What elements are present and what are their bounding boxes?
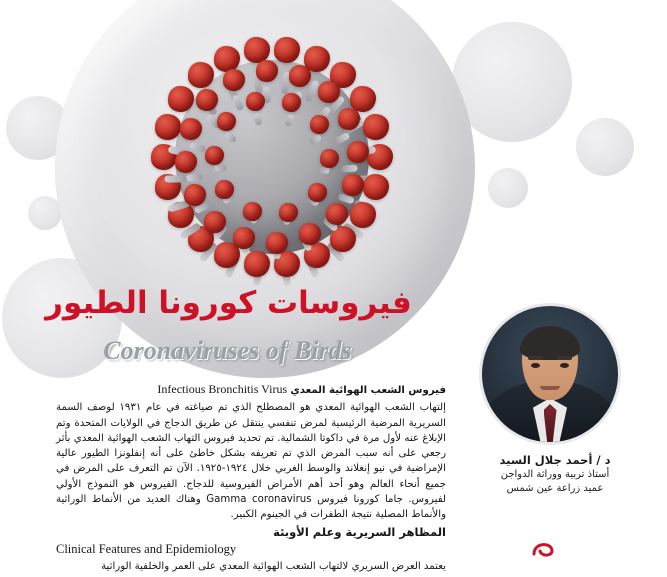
virus-spike-stalk (358, 176, 380, 183)
virus-spike-stalk (291, 90, 303, 107)
virus-spike (215, 180, 234, 199)
virus-spike (347, 141, 369, 163)
virus-spike (274, 37, 300, 63)
virus-spike (363, 114, 389, 140)
virus-spike (188, 226, 214, 252)
portrait-eyebrow-left (528, 356, 543, 360)
virus-spike (184, 184, 206, 206)
virus-spike (338, 108, 360, 130)
virus-spike (244, 251, 270, 277)
virus-spike-stalk (186, 174, 202, 182)
virus-spike-stalk (241, 238, 253, 255)
virus-spike-stalk (300, 234, 313, 251)
virus-spike-stalk (308, 134, 322, 147)
virus-spike-stalk (326, 242, 346, 263)
portrait-eyebrow-right (557, 356, 572, 360)
virus-spike (246, 92, 265, 111)
virus-spike-stalk (284, 113, 295, 127)
virus-spike (244, 37, 270, 63)
virus-spike-stalk (281, 212, 291, 225)
virus-spike-stalk (305, 79, 321, 102)
virus-spike-stalk (322, 217, 339, 233)
virus-spike-stalk (354, 145, 377, 158)
virus-spike (256, 60, 278, 82)
decorative-bubble (488, 168, 528, 208)
virus-spike (243, 202, 262, 221)
portrait-eye-left (531, 363, 540, 368)
avatar (482, 306, 618, 442)
author-name: د / أحمد جلال السيد (499, 453, 611, 467)
coronavirus-icon (147, 32, 397, 282)
virus-spike-stalk (179, 223, 201, 241)
virus-spike-stalk (214, 164, 226, 171)
portrait-mouth (540, 386, 560, 390)
virus-spike-stalk (222, 192, 236, 205)
virus-spike (304, 242, 330, 268)
article-section-heading-english: Clinical Features and Epidemiology (56, 541, 237, 556)
virus-spike (205, 146, 224, 165)
lead-english: Infectious Bronchitis Virus (157, 382, 288, 396)
virus-spike-stalk (249, 211, 260, 225)
virus-spike (367, 144, 393, 170)
virus-spike (233, 227, 255, 249)
virus-spike-stalk (326, 95, 346, 116)
virus-spike-stalk (224, 256, 240, 279)
virus-spike (155, 114, 181, 140)
lead-arabic: فيروس الشعب الهوائية المعدي (290, 385, 446, 396)
virus-spike-stalk (281, 72, 291, 95)
virus-spike (168, 86, 194, 112)
virus-spike-stalk (199, 242, 219, 263)
virus-spike (310, 115, 329, 134)
virus-spike (308, 183, 327, 202)
virus-spike-stalk (263, 87, 271, 103)
virus-spike (330, 226, 356, 252)
virus-spike (151, 144, 177, 170)
author-block (460, 452, 650, 496)
virus-spike-stalk (224, 79, 240, 102)
virus-spike (168, 202, 194, 228)
virus-spike (204, 211, 226, 233)
page-title-english: Coronaviruses of Birds (103, 336, 352, 365)
page-title-arabic: فيروسات كورونا الطيور (45, 285, 412, 321)
virus-spike-stalk (253, 72, 263, 95)
virus-spike-stalk (252, 112, 262, 125)
virus-spike (304, 46, 330, 72)
virus-spike (289, 65, 311, 87)
author-role-line-2: عميد زراعة عين شمس (506, 483, 604, 494)
virus-core (175, 60, 369, 254)
portrait-eye-right (560, 363, 569, 368)
virus-spike-stalk (342, 118, 364, 136)
virus-spike (350, 86, 376, 112)
virus-spike (350, 202, 376, 228)
virus-spike (279, 203, 298, 222)
article-lead (56, 382, 446, 398)
virus-spike-stalk (342, 164, 358, 172)
virus-spike (299, 223, 321, 245)
virus-spike (214, 46, 240, 72)
article-body (56, 382, 446, 577)
red-swirl-mark-icon (530, 534, 556, 558)
virus-spike-stalk (205, 113, 222, 129)
virus-spike-stalk (179, 118, 201, 136)
virus-spike (330, 62, 356, 88)
virus-spike (223, 69, 245, 91)
virus-spike (196, 89, 218, 111)
author-role-line-1: أستاذ تربية ووراثة الدواجن (500, 469, 610, 480)
virus-spike-stalk (354, 200, 377, 213)
virus-spike-stalk (212, 223, 228, 240)
article-paragraph-1: إلتهاب الشعب الهوائية المعدي هو المصطلح الذي تم صياغته في عام ١٩٣١ لوصف السمة السريرية المرضية الرئيسية لمرض تنفسي ينتقل عن طريق الدجاج في الولايات المتحدة وتم الإبلاغ عنه لأول مرة في داكوتا الشمالية. تم تحديد فيروس التهاب الشعب الهوائية المعدي بأثر رجعي على أنه سبب المرض الذي تم تعريفه بشكل خاطئ على أنه إنفلونزا الطيور عالية الإمراضية في نيو إنغلاند والوسط الغربي خلال ١٩٢٤-١٩٢٥. الآن تم التعرف على المرض في جميع أنحاء العالم وهو أحد أهم الأمراض الفيروسية للدجاج. الفيروس هو النموذج الأولي لفيروس. جاما كورونا فيروس Gamma coronavirus وهناك العديد من الأنماط الوراثية والأنماط المصلية نتيجة الطفرات في الجينوم الكبير. (56, 402, 446, 521)
virus-spike (175, 151, 197, 173)
article-paragraph-2: يعتمد العرض السريري لالتهاب الشعب الهوائية المعدي على العمر والخلفية الوراثية (101, 561, 446, 573)
virus-spike-stalk (305, 256, 321, 279)
virus-spike-stalk (337, 192, 354, 204)
virus-spike (274, 251, 300, 277)
virus-spike-stalk (167, 145, 190, 158)
virus-spike (326, 203, 348, 225)
virus-spike-stalk (189, 142, 206, 154)
virus-spike (342, 174, 364, 196)
virus-spike-stalk (253, 264, 263, 287)
virus-spike-stalk (167, 200, 190, 213)
virus-spike-stalk (316, 106, 332, 123)
virus-spike (318, 81, 340, 103)
virus-spike (180, 118, 202, 140)
virus-spike (188, 62, 214, 88)
virus-spike-stalk (273, 243, 281, 259)
virus-spike (266, 232, 288, 254)
virus-spike (282, 93, 301, 112)
virus-spike (363, 174, 389, 200)
virus-spike-stalk (164, 176, 186, 183)
virus-spike (155, 174, 181, 200)
virus-spike-stalk (318, 167, 330, 174)
virus-spike (214, 242, 240, 268)
decorative-bubble (576, 118, 634, 176)
virus-spike-stalk (342, 223, 364, 241)
virus-spike (320, 149, 339, 168)
virus-spike-stalk (193, 201, 210, 214)
article-section-heading-arabic: المظاهر السريرية وعلم الأوبئة (273, 524, 446, 539)
virus-spike-stalk (281, 264, 291, 287)
virus-spike-stalk (231, 94, 244, 111)
virus-spike (217, 112, 236, 131)
virus-spike-stalk (333, 132, 350, 145)
virus-spike-stalk (306, 194, 320, 207)
virus-spike-stalk (199, 95, 219, 116)
virus-spike-stalk (224, 131, 238, 144)
